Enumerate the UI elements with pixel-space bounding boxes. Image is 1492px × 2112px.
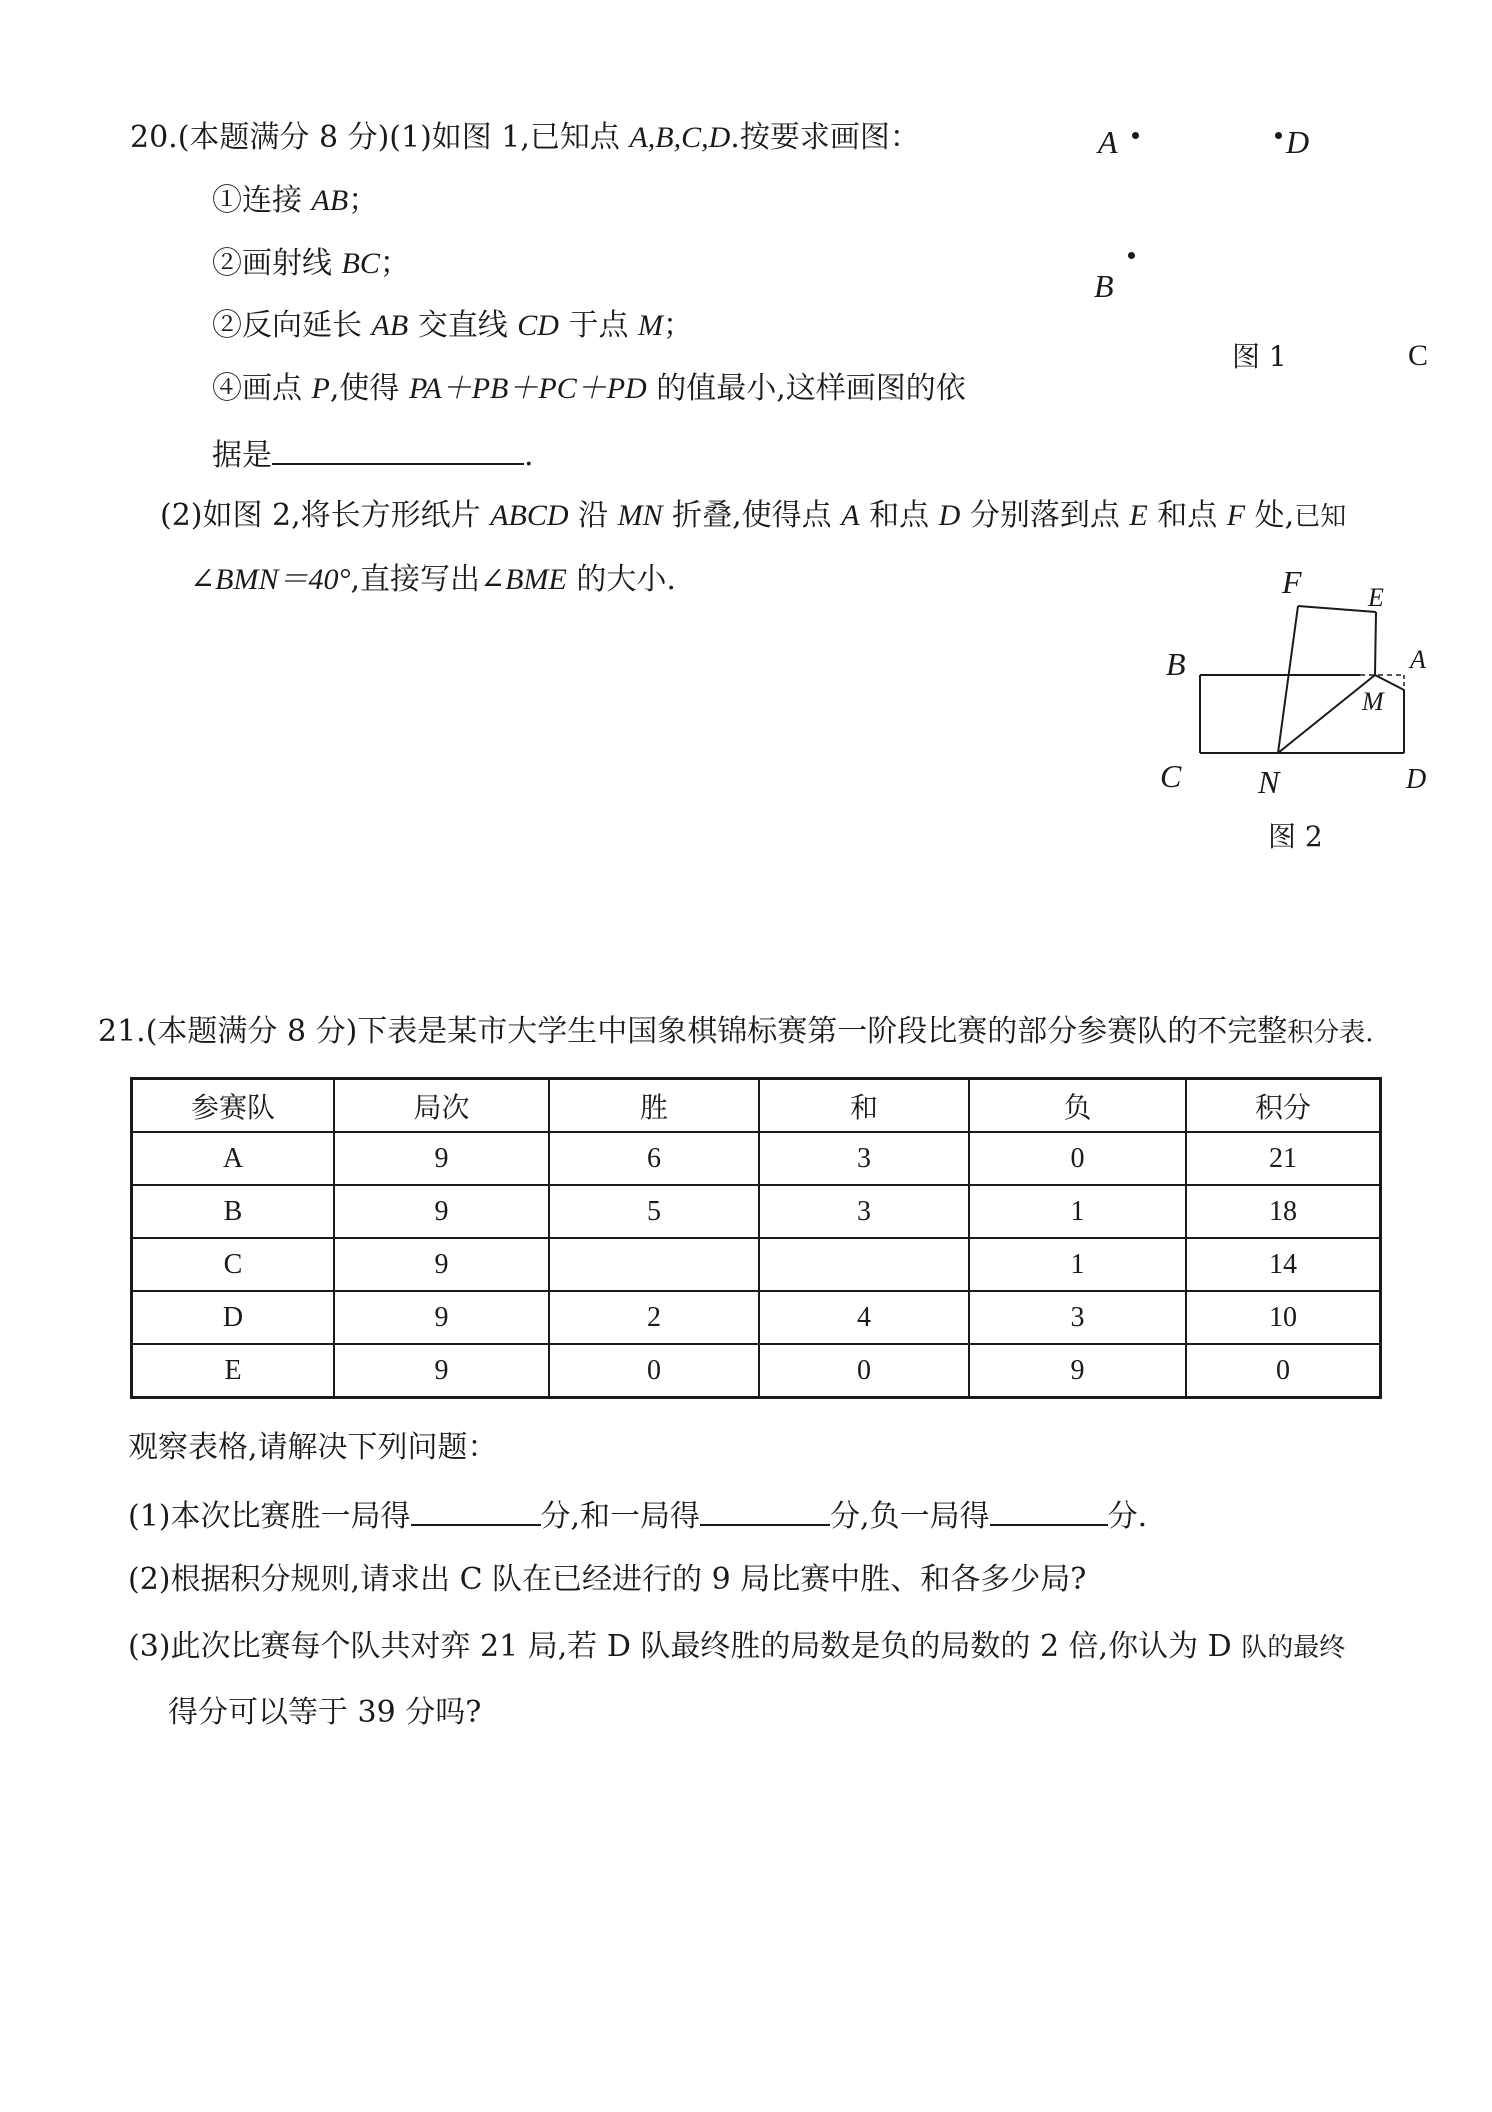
- q20-step4-suffix: 的值最小,这样画图的依: [646, 371, 966, 406]
- q20-part2-math1: ABCD: [490, 499, 569, 532]
- q21-part3-line2: 得分可以等于 39 分吗?: [168, 1695, 482, 1730]
- q21-observe: 观察表格,请解决下列问题：: [128, 1430, 498, 1465]
- answer-blank-draw-points[interactable]: [700, 1494, 830, 1526]
- q20-step3-math3: M: [638, 309, 664, 342]
- table-cell-empty: [549, 1238, 759, 1291]
- table-cell: E: [132, 1344, 335, 1398]
- table-cell: 1: [969, 1238, 1186, 1291]
- q20-step4-line2-text: 据是: [212, 438, 272, 473]
- q20-header-points: A,B,C,D: [629, 121, 731, 154]
- q20-part2-line2-suffix: 的大小.: [566, 562, 676, 597]
- q20-part2-line2: [190, 560, 676, 600]
- answer-blank-basis[interactable]: [272, 433, 524, 465]
- table-cell: 9: [334, 1185, 549, 1238]
- q20-step4-text: ④画点: [212, 371, 312, 406]
- q20-step4-math1: P: [311, 372, 330, 405]
- q20-step4-math2: PA＋PB＋PC＋PD: [408, 372, 647, 405]
- table-header-team: 参赛队: [132, 1079, 335, 1133]
- q21-part3-text: (3)此次比赛每个队共对弈 21 局,若 D 队最终胜的局数是负的局数的 2 倍,你认为 D: [128, 1629, 1242, 1664]
- q21-part1: [128, 1494, 1147, 1537]
- q21-header: [98, 1012, 1374, 1053]
- table-cell: C: [132, 1238, 335, 1291]
- q20-step1-text: ①连接: [212, 183, 312, 218]
- q20-step4: [212, 369, 966, 409]
- q21-part1-text-b: 分,和一局得: [540, 1499, 701, 1534]
- q20-part2-mid2: 折叠,使得点: [662, 498, 842, 533]
- fig2-edge-fe: [1298, 606, 1376, 612]
- table-cell-empty: [759, 1238, 969, 1291]
- q21-part1-text-c: 分,负一局得: [830, 1499, 990, 1534]
- fig2-fold-mn: [1278, 675, 1375, 753]
- fig2-label-b: B: [1166, 646, 1186, 682]
- table-cell: 0: [969, 1132, 1186, 1185]
- fig2-label-d: D: [1406, 764, 1427, 795]
- table-cell: 14: [1186, 1238, 1381, 1291]
- fig2-label-f: F: [1282, 564, 1302, 600]
- q20-step1: [212, 181, 378, 221]
- table-cell: 9: [969, 1344, 1186, 1398]
- q21-part1-text-a: (1)本次比赛胜一局得: [128, 1499, 411, 1534]
- table-cell: 0: [759, 1344, 969, 1398]
- q21-header-small: 积分表.: [1287, 1018, 1374, 1048]
- fig2-label-n: N: [1258, 764, 1280, 800]
- q20-step4-line2-suffix: .: [524, 438, 534, 473]
- q20-step1-math: AB: [311, 184, 349, 217]
- q20-part2-math3: A: [841, 499, 860, 532]
- table-cell: 9: [334, 1344, 549, 1398]
- q20-part2-line2-mid: ,直接写出: [350, 562, 481, 597]
- fig1-label-a: A: [1098, 124, 1118, 160]
- table-cell: 2: [549, 1291, 759, 1344]
- q20-step3-math2: CD: [517, 309, 559, 342]
- q20-step2-math: BC: [341, 247, 380, 280]
- q20-step2-suffix: ；: [379, 246, 410, 281]
- table-cell: 3: [759, 1185, 969, 1238]
- fig1-label-b: B: [1094, 268, 1114, 304]
- q20-part2-mid1: 沿: [568, 498, 618, 533]
- q20-part2-text: (2)如图 2,将长方形纸片: [160, 498, 491, 533]
- table-header-points: 积分: [1186, 1079, 1381, 1133]
- answer-blank-win-points[interactable]: [411, 1494, 541, 1526]
- q20-part2-math4: D: [938, 499, 961, 532]
- table-cell: 3: [759, 1132, 969, 1185]
- q20-part2: [160, 496, 1346, 537]
- q20-part2-math5: E: [1129, 499, 1148, 532]
- table-row: [132, 1185, 1381, 1238]
- q20-step3-suffix: ；: [663, 308, 694, 343]
- table-row: [132, 1238, 1381, 1291]
- q20-step2: [212, 244, 410, 284]
- q20-part2-line2-math: ∠BMN＝40°: [190, 563, 351, 596]
- q20-step3-text: ②反向延长: [212, 308, 372, 343]
- table-header-draw: 和: [759, 1079, 969, 1133]
- table-header-loss: 负: [969, 1079, 1186, 1133]
- fig2-label-a: A: [1410, 645, 1426, 674]
- q20-part2-mid5: 和点: [1147, 498, 1227, 533]
- table-header-row: [132, 1079, 1381, 1133]
- q20-step3: [212, 306, 693, 346]
- fig2-caption: 图 2: [1268, 820, 1323, 853]
- q20-part2-math2: MN: [617, 499, 663, 532]
- q20-step3-math1: AB: [371, 309, 409, 342]
- q20-part2-mid4: 分别落到点: [960, 498, 1130, 533]
- fig2-label-m: M: [1362, 687, 1384, 716]
- q20-step4-mid: ,使得: [329, 371, 409, 406]
- table-cell: 0: [549, 1344, 759, 1398]
- fig2-edge-nf: [1278, 606, 1298, 753]
- table-cell: 4: [759, 1291, 969, 1344]
- fig1-point-b: [1128, 252, 1135, 259]
- table-cell: 10: [1186, 1291, 1381, 1344]
- fig1-point-d: [1275, 132, 1282, 139]
- fig1-caption: 图 1: [1232, 340, 1287, 373]
- fig1-label-c: C: [1408, 339, 1429, 372]
- table-header-win: 胜: [549, 1079, 759, 1133]
- q21-header-text: 21.(本题满分 8 分)下表是某市大学生中国象棋锦标赛第一阶段比赛的部分参赛队的不完整: [98, 1014, 1288, 1049]
- q20-part2-line2-math2: ∠BME: [480, 563, 567, 596]
- table-row: [132, 1344, 1381, 1398]
- table-cell: 9: [334, 1291, 549, 1344]
- table-cell: 0: [1186, 1344, 1381, 1398]
- table-cell: 6: [549, 1132, 759, 1185]
- fig1-point-a: [1132, 132, 1139, 139]
- q20-step1-suffix: ；: [348, 183, 379, 218]
- q20-part2-math6: F: [1226, 499, 1246, 532]
- fig2-figure: [1180, 590, 1440, 790]
- fig2-label-c: C: [1160, 758, 1182, 794]
- answer-blank-loss-points[interactable]: [990, 1494, 1108, 1526]
- q20-step3-mid2: 于点: [558, 308, 639, 343]
- table-cell: 5: [549, 1185, 759, 1238]
- q20-step3-mid: 交直线: [408, 308, 518, 343]
- q20-part2-mid6: 处,: [1245, 498, 1295, 533]
- q20-step2-text: ②画射线: [212, 246, 342, 281]
- score-table: [130, 1077, 1382, 1399]
- fig1-label-d: D: [1286, 124, 1310, 160]
- q20-header-tail: .按要求画图：: [730, 120, 920, 155]
- table-row: [132, 1291, 1381, 1344]
- table-cell: 18: [1186, 1185, 1381, 1238]
- q20-step4-line2: [212, 433, 534, 476]
- fig2-edge-em: [1375, 612, 1376, 675]
- q20-header-text: 20.(本题满分 8 分)(1)如图 1,已知点: [130, 120, 630, 155]
- table-cell: 9: [334, 1238, 549, 1291]
- table-cell: B: [132, 1185, 335, 1238]
- q20-header: [130, 118, 920, 158]
- q21-part3-small: 队的最终: [1241, 1633, 1346, 1663]
- table-cell: 21: [1186, 1132, 1381, 1185]
- table-cell: A: [132, 1132, 335, 1185]
- q21-part3: [128, 1627, 1345, 1668]
- q21-part1-text-d: 分.: [1107, 1499, 1148, 1534]
- table-header-games: 局次: [334, 1079, 549, 1133]
- fig2-label-e: E: [1368, 583, 1384, 612]
- table-row: [132, 1132, 1381, 1185]
- q21-part2: (2)根据积分规则,请求出 C 队在已经进行的 9 局比赛中胜、和各多少局?: [128, 1562, 1087, 1597]
- q20-part2-mid3: 和点: [859, 498, 939, 533]
- table-cell: D: [132, 1291, 335, 1344]
- table-cell: 3: [969, 1291, 1186, 1344]
- table-cell: 1: [969, 1185, 1186, 1238]
- q20-part2-small: 已知: [1294, 502, 1347, 532]
- table-cell: 9: [334, 1132, 549, 1185]
